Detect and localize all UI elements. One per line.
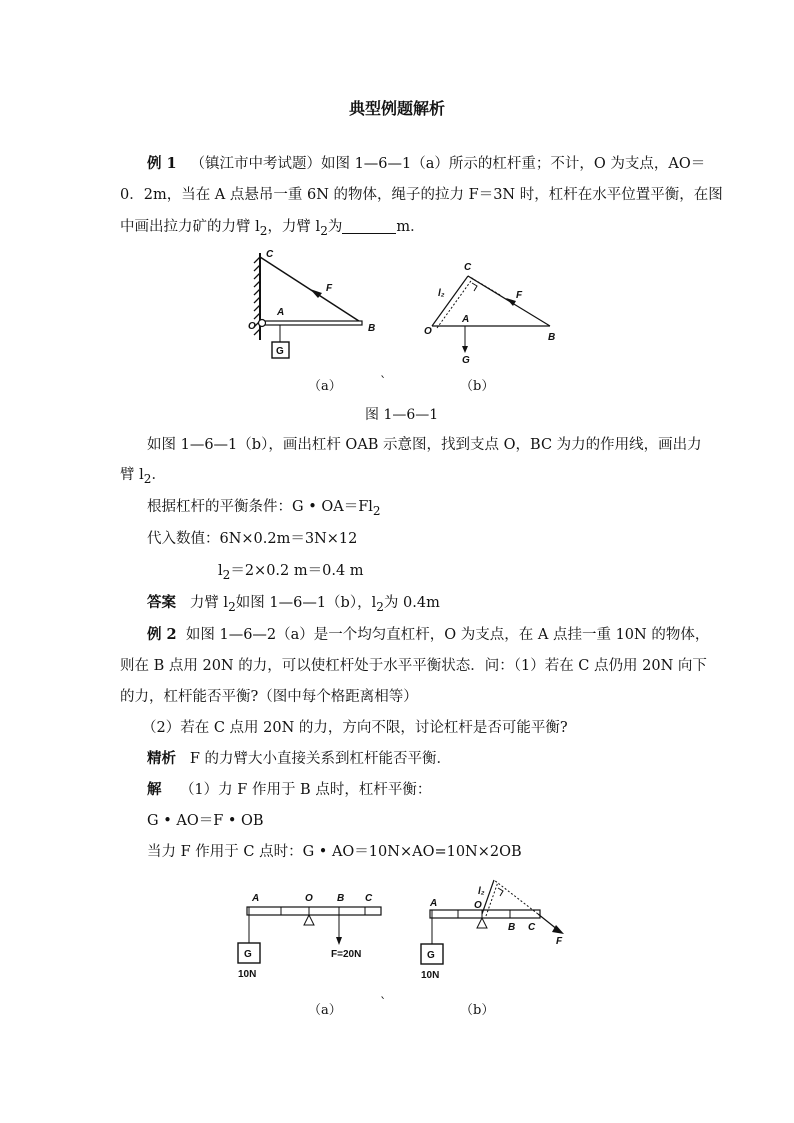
label-b: B — [368, 323, 376, 334]
label-g: G — [276, 346, 284, 357]
example-1-line-2: 0．2m，当在 A 点悬吊一重 6N 的物体，绳子的拉力 F＝3N 时，杠杆在水平位置平衡，在图 — [120, 187, 723, 203]
label-f: F — [516, 290, 523, 301]
right-angle-mark — [498, 888, 503, 896]
label-a: A — [430, 898, 438, 909]
label-weight: 10N — [238, 969, 257, 980]
fig2-caption-a: （a） — [308, 1003, 342, 1018]
fig1-tick: ` — [380, 375, 387, 390]
label-c: C — [365, 893, 373, 904]
fig1-caption-b: （b） — [460, 379, 495, 394]
fig2-tick: ` — [380, 996, 387, 1011]
page-title: 典型例题解析 — [348, 99, 445, 118]
right-angle-mark — [472, 283, 477, 291]
solution-2-line-1: 解 （1）力 F 作用于 B 点时，杠杆平衡： — [147, 781, 432, 798]
solution-1-line-2: 臂 $l_2$． — [120, 467, 166, 486]
label-a: A — [462, 314, 470, 325]
fig1-caption-a: （a） — [308, 379, 342, 394]
label-b: B — [548, 332, 556, 343]
example-1-line-3: 中画出拉力矿的力臂 $l_2$，力臂 $l_2$为 m． — [120, 219, 425, 238]
fulcrum — [477, 918, 487, 928]
label-o: O — [248, 321, 256, 332]
figure-1-6-2-b — [418, 872, 578, 990]
example-2-line-4: （2）若在 C 点用 20N 的力，方向不限，讨论杠杆是否可能平衡? — [142, 720, 568, 736]
analysis-label: 精析 — [147, 750, 176, 767]
pivot-o — [259, 320, 266, 327]
label-g: G — [462, 355, 470, 366]
label-g: G — [244, 949, 252, 960]
label-o: O — [474, 900, 482, 911]
solution-1-line-1: 如图 1—6—1（b），画出杠杆 OAB 示意图，找到支点 O，BC 为力的作用线，画出力 — [147, 437, 702, 453]
substitution-line: 代入数值：6N×0.2m＝3N×12 — [147, 531, 358, 547]
label-b: B — [337, 893, 345, 904]
label-g: G — [427, 950, 435, 961]
figure-1-6-1-b — [420, 258, 570, 368]
label-c: C — [266, 249, 274, 260]
label-l2: l₂ — [478, 886, 485, 897]
force-f-arrowhead — [336, 937, 342, 945]
example-2-label: 例 2 — [147, 626, 177, 643]
figure-caption: 图 1—6—1 — [365, 407, 439, 423]
label-b: B — [508, 922, 516, 933]
answer-line: 答案 力臂 $l_2$如图 1—6—1（b），$l_2$为 0.4m — [147, 594, 440, 614]
balance-condition: 根据杠杆的平衡条件：G • $OA=Fl_2$ — [147, 499, 381, 518]
example-2-line-2: 则在 B 点用 20N 的力，可以使杠杆处于水平平衡状态．问：（1）若在 C 点仍用 20N 向下 — [120, 658, 707, 674]
figure-1-6-1-a — [240, 245, 380, 365]
lever-oab — [262, 321, 362, 325]
label-a: A — [252, 893, 260, 904]
label-o: O — [424, 326, 432, 337]
example-1-label: 例 1 — [147, 155, 177, 172]
label-f: F — [556, 936, 563, 947]
lever-bar — [430, 910, 540, 918]
example-2-line-1: 例 2 如图 1—6—2（a）是一个均匀直杠杆，O 为支点，在 A 点挂一重 10N 的物体， — [147, 626, 710, 643]
analysis-line: 精析 F 的力臂大小直接关系到杠杆能否平衡． — [147, 750, 451, 767]
label-f20: F=20N — [331, 949, 362, 960]
label-l2: l₂ — [438, 288, 445, 299]
label-c: C — [528, 922, 536, 933]
label-c: C — [464, 262, 472, 273]
figure-1-6-2-a — [235, 885, 385, 990]
label-weight: 10N — [421, 970, 440, 981]
label-a: A — [277, 307, 285, 318]
example-2-line-3: 的力，杠杆能否平衡?（图中每个格距离相等） — [120, 689, 418, 705]
weight-arrowhead — [462, 346, 468, 353]
lever-bar — [247, 907, 381, 915]
answer-blank — [342, 219, 396, 234]
label-o: O — [305, 893, 313, 904]
calculation-line: $l_2=2\times 0.2$ m＝0.4 m — [218, 563, 364, 582]
answer-label: 答案 — [147, 594, 176, 611]
label-f: F — [326, 283, 333, 294]
solution-label: 解 — [147, 781, 162, 798]
fig2-caption-b: （b） — [460, 1003, 495, 1018]
fulcrum — [304, 915, 314, 925]
equation-2: 当力 F 作用于 C 点时：G • AO＝10N×AO=10N×2OB — [147, 844, 522, 860]
action-line-dashed — [494, 880, 538, 914]
example-1-line-1: 例 1 （镇江市中考试题）如图 1—6—1（a）所示的杠杆重；不计，O 为支点，AO＝ — [147, 155, 706, 172]
equation-1: G • AO＝F • OB — [147, 813, 264, 829]
